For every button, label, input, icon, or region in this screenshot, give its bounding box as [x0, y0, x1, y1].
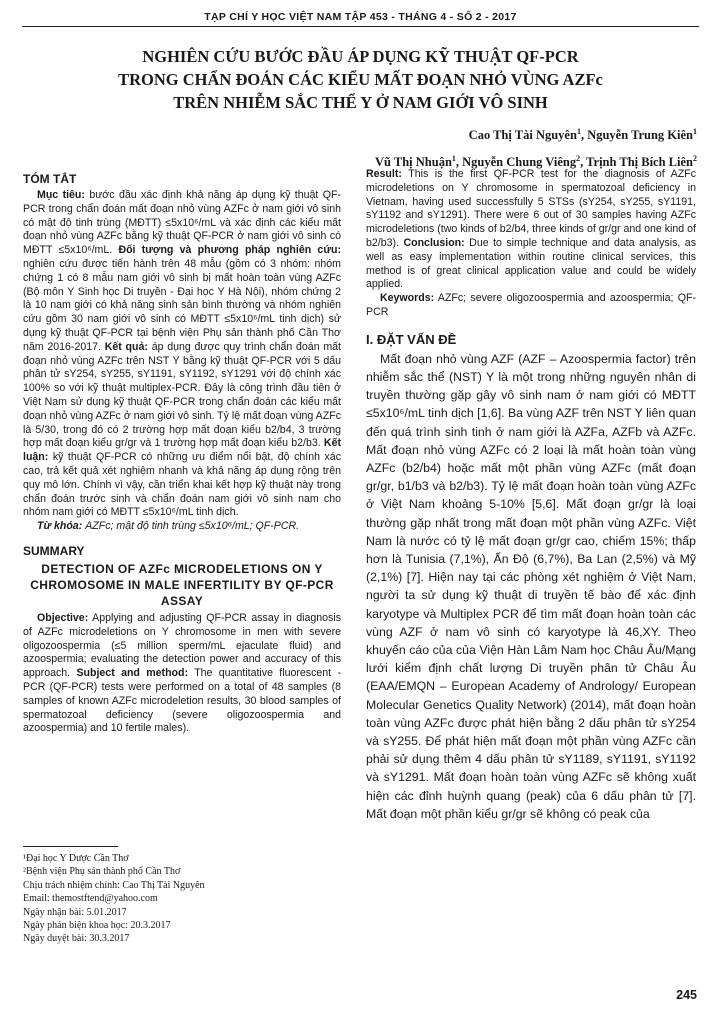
text-objective: Applying and adjusting QF-PCR assay in diagnosis of AZFc microdeletions on Y chromosome in men with severe oligozoospermia (≤5 million sperm/mL ejaculate fluid) and azoospermia; evaluating the detection power and accuracy of this approach. [23, 611, 342, 680]
author-name: Nguyễn Chung Viêng [462, 155, 577, 170]
footnote-rule [23, 846, 118, 847]
footnote-received: Ngày nhận bài: 5.01.2017 [23, 906, 127, 918]
title-line-1: NGHIÊN CỨU BƯỚC ĐẦU ÁP DỤNG KỸ THUẬT QF-PCR [142, 47, 579, 66]
text-keywords: AZFc; severe oligozoospermia and azoospermia; QF-PCR [366, 292, 696, 318]
label-subject: Subject and method: [76, 667, 189, 680]
label-tu-khoa: Từ khóa: [37, 520, 83, 533]
label-ket-qua: Kết quả: [104, 340, 148, 353]
text-conclusion: Due to simple technique and data analysis, as well as easy implementation within routine clinical services, this method is of great clinical application value and could be widely applied. [366, 236, 696, 291]
footnote-affiliation-1: ¹Đại học Y Dược Cần Thơ [23, 853, 129, 864]
affiliation-mark: 1 [576, 127, 581, 136]
label-muc-tieu: Mục tiêu: [37, 189, 85, 201]
author-name: Cao Thị Tài Nguyên [468, 128, 577, 143]
article-title [30, 45, 691, 114]
left-column [23, 170, 341, 736]
text-tu-khoa: AZFc; mật độ tinh trùng ≤5x10⁶/mL; QF-PCR. [85, 520, 300, 533]
affiliation-mark: 1 [693, 127, 697, 136]
title-line-3: TRÊN NHIỄM SẮC THỂ Y Ở NAM GIỚI VÔ SINH [173, 93, 548, 112]
author-name: Nguyễn Trung Kiên [587, 128, 693, 143]
summary-continued [366, 168, 696, 292]
footnote-affiliation-2: ²Bệnh viện Phụ sản thành phố Cần Thơ [23, 866, 181, 878]
header-rule [22, 26, 699, 27]
summary-paragraph [23, 612, 341, 736]
author-line-1: Cao Thị Tài Nguyên$^1$, Nguyễn Trung Kiên$^1$ [468, 127, 697, 143]
abstract-paragraph [23, 189, 341, 520]
footnotes [23, 852, 323, 946]
affiliation-mark: 2 [576, 154, 581, 164]
page-number: 245 [676, 988, 697, 1002]
text-muc-tieu: bước đầu xác định khả năng áp dụng kỹ thuật QF-PCR trong chẩn đoán mất đoạn nhỏ vùng AZFc ở nam giới vô sinh có mật độ tinh trùng (MĐTT) ≤5x10⁶/mL và xác định các kiểu mất đoạn nhỏ vùng AZFc bằng kỹ thuật QF-PCR ở nam giới vô sinh có MĐTT ≤5x10⁶/mL. [23, 189, 341, 257]
label-result: Result: [366, 168, 402, 180]
abstract-heading: TÓM TẮT [23, 172, 77, 186]
intro-paragraph: Mất đoạn nhỏ vùng AZF (AZF – Azoospermia factor) trên nhiễm sắc thể (NST) Y là một trong những nguyên nhân di truyền thường gặp gây vô sinh nam ở nam giới có MĐTT ≤5x10⁶/mL tinh dịch [1,6]. Ba vùng AZF trên NST Y liên quan đến quá trình sinh tinh ở nam giới là AZFa, AZFb và AZFc. Mất đoạn nhỏ vùng AZFc có 2 loại là mất hoàn toàn vùng AZFc (b2/b4) hoặc mất một phần vùng AZFc (mất đoạn gr/gr, b1/b3 và b2/b3). Tỷ lệ mất đoạn hoàn toàn vùng AZFc ở Việt Nam khoảng 5-10% [5,6]. Mất đoạn gr/gr là loại thường gặp nhất trong mất đoạn một phần vùng AZFc. Việt Nam là nước có tỷ lệ mất đoạn gr/gr cao, chiếm 15%; thấp hơn là Tunisia (7,1%), Ấn Độ (6,7%), Ba Lan (2,5%) và Mỹ (2,1%) [7]. Hiện nay tại các phòng xét nghiệm ở Việt Nam, người ta sử dụng kỹ thuật di truyền tế bào để xác định karyotype và Multiplex PCR để tìm mất đoạn hoàn toàn các vùng AZF ở nam vô sinh có karyotype là 46,XY. Theo khuyến cáo của của Viện Hàn Lâm Nam học Châu Âu/Mạng lưới kiểm định chất lượng Di truyền phân tử Châu Âu (EAA/EMQN – European Academy of Andrology/ European Molecular Genetics Quality Network) (2014), mất đoạn hoàn toàn vùng AZFc được phát hiện bằng 2 dấu phân tử sY254 và sY255. Để phát hiện mất đoạn một phần vùng AZFc cần phải sử dụng thêm 4 dấu phân tử sY1189, sY1191, sY1192 và sY1291. Mất đoạn hoàn toàn vùng AZFc sẽ không xuất hiện các đỉnh huỳnh quang (peak) của 6 dấu phân tử [7]. Mất đoạn một phần kiểu gr/gr sẽ không có peak của [366, 351, 696, 821]
author-name: Vũ Thị Nhuận [375, 155, 452, 170]
summary-heading: SUMMARY [23, 543, 85, 558]
label-doi-tuong: Đối tượng và phương pháp nghiên cứu: [118, 244, 341, 257]
author-line-2: Vũ Thị Nhuận$^1$, Nguyễn Chung Viêng$^2$, Trịnh Thị Bích Liên$^2$ [375, 154, 697, 170]
section-heading: I. ĐẶT VẤN ĐỀ [366, 331, 457, 347]
title-line-2: TRONG CHẨN ĐOÁN CÁC KIỂU MẤT ĐOẠN NHỎ VÙNG AZFc [118, 70, 603, 89]
label-ket-luan: Kết luận: [23, 437, 341, 464]
label-objective: Objective: [37, 611, 89, 624]
text-doi-tuong: nghiên cứu được tiến hành trên 48 mẫu (gồm có 3 nhóm: nhóm chứng 1 có 8 mẫu nam giới vô sinh bị mất hoàn toàn vùng AZFc (Bộ môn Y Sinh học Di truyền - Đại học Y Hà Nội), nhóm chứng 2 là 10 nam giới có khả năng sinh sản bình thường và nhóm nghiên cứu gồm 30 nam giới vô sinh có MĐTT ≤5x10⁶/mL tinh dịch) sử dụng kỹ thuật QF-PCR tại bệnh viện Phụ sản thành phố Cần Thơ năm 2016-2017. [23, 257, 341, 353]
keywords-vi [23, 520, 341, 534]
text-ket-luan: kỹ thuật QF-PCR có những ưu điểm nổi bật, độ chính xác cao, trả kết quả xét nghiệm nhanh và khả năng áp dụng rộng trên quy mô lớn. Chính vì vậy, cần triển khai kết hợp kỹ thuật này trong chẩn đoán trước sinh và chẩn đoán nam giới vô sinh nam cho nhóm nam giới có MĐTT ≤5x10⁶/mL tinh dịch. [23, 451, 341, 519]
keywords-en [366, 292, 696, 320]
affiliation-mark: 1 [451, 154, 456, 164]
text-ket-qua: áp dụng được quy trình chẩn đoán mất đoạn nhỏ vùng AZFc trên NST Y bằng kỹ thuật QF-PCR với 5 dấu phân tử sY254, sY255, sY1191, sY1192, sY1291 với độ chính xác 100% so với kỹ thuật multiplex-PCR. Đây là công trình đầu tiên ở Việt Nam sử dụng kỹ thuật QF-PCR trong chẩn đoán các kiểu mất đoạn nhỏ vùng AZFc ở nam giới vô sinh. Tỷ lệ mất đoạn vùng AZFc là 5/30, trong đó có 2 trường hợp mất đoạn kiểu b2/b4, 3 trường hợp mất đoạn kiểu gr/gr và 1 trường hợp mất đoạn kiểu b2/b3. [23, 340, 341, 450]
affiliation-mark: 2 [693, 154, 697, 164]
running-header: TẠP CHÍ Y HỌC VIỆT NAM TẬP 453 - THÁNG 4 - SỐ 2 - 2017 [204, 11, 517, 23]
footnote-email: Email: themostftend@yahoo.com [23, 893, 158, 905]
text-result: This is the first QF-PCR test for the diagnosis of AZFc microdeletions on Y chromosome in spermatozoal deficiency in Vietnam, having used successfully 5 STSs (sY254, sY255, sY1191, sY1192 and sY1291). There were 6 out of 30 samples having AZFc microdeletions (two kinds of b2/b4, three kinds of gr/gr and one kind of b2/b3). [366, 168, 696, 249]
label-conclusion: Conclusion: [403, 236, 465, 249]
footnote-corresponding: Chịu trách nhiệm chính: Cao Thị Tài Nguyên [23, 879, 205, 891]
label-keywords: Keywords: [380, 292, 435, 305]
summary-title: DETECTION OF AZFc MICRODELETIONS ON Y CHROMOSOME IN MALE INFERTILITY BY QF-PCR ASSAY [30, 561, 334, 608]
footnote-accepted: Ngày duyệt bài: 30.3.2017 [23, 933, 130, 945]
right-column [366, 168, 696, 823]
text-subject: The quantitative fluorescent - PCR (QF-PCR) tests were performed on a total of 48 samples (8 samples of known AZFc microdeletion results, 30 blood samples of spermatozoal deficiency (severe oligozoospermia and azoospermia) and 10 fertile males). [23, 667, 341, 735]
footnote-reviewed: Ngày phản biện khoa học: 20.3.2017 [23, 920, 171, 932]
author-name: Trịnh Thị Bích Liên [586, 155, 693, 170]
author-list [375, 120, 697, 174]
